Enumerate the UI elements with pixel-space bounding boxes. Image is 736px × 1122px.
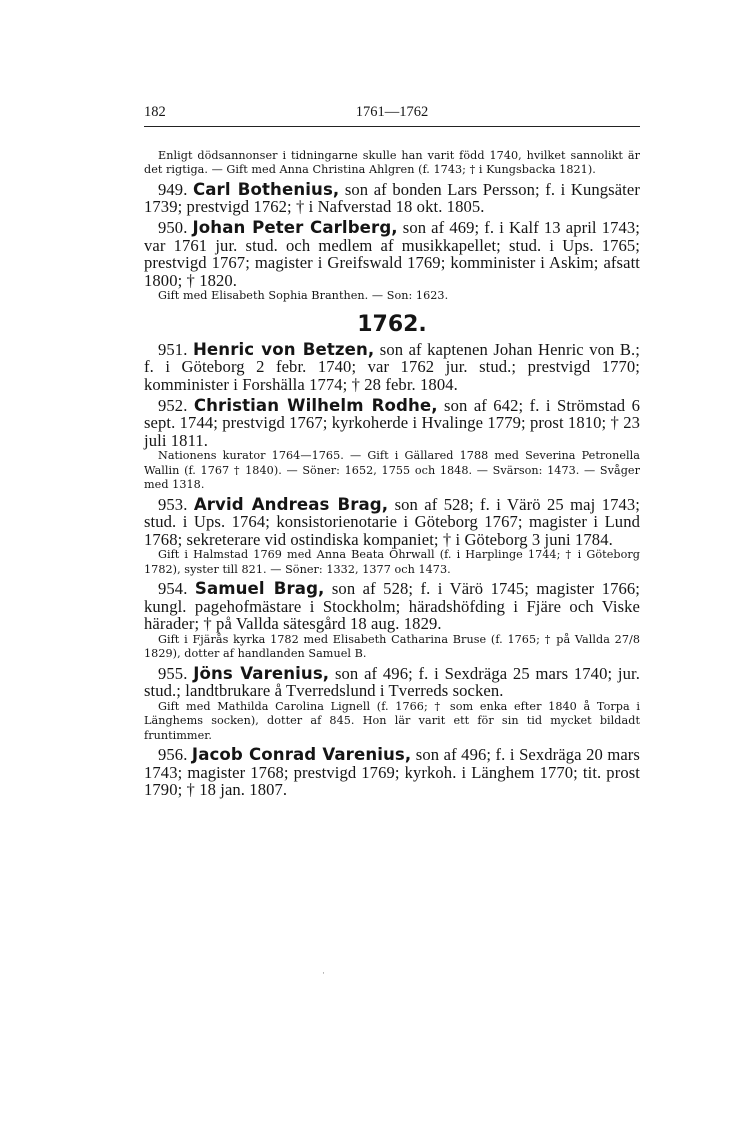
entry-name: Jöns Varenius, [193, 663, 330, 683]
entry-name: Henric von Betzen, [192, 339, 375, 359]
entry-text: son af 642; f. i Strömstad 6 sept. 1744; prestvigd 1767; kyrkoherde i Hvalinge 1779; prost 1810; † 23 juli 1811. [144, 395, 641, 450]
entry-number: 950. [158, 218, 188, 237]
entry-note: Gift i Fjärås kyrka 1782 med Elisabeth Catharina Bruse (f. 1765; † på Vallda 27/8 1829), dotter af handlanden Samuel B. [144, 632, 640, 661]
running-header [144, 104, 640, 127]
entry-952 [144, 397, 640, 450]
entry-name: Johan Peter Carlberg, [192, 218, 398, 237]
entry-text: son af bonden Lars Persson; f. i Kungsäter 1739; prestvigd 1762; † i Nafverstad 18 okt. 1805. [144, 179, 640, 217]
entry-name: Jacob Conrad Varenius, [191, 745, 412, 765]
entry-number: 951. [158, 339, 188, 359]
note-continued: Enligt dödsannonser i tidningarne skulle han varit född 1740, hvilket sannolikt är det rigtiga. — Gift med Anna Christina Ahlgren (f. 1743; † i Kungsbacka 1821). [144, 149, 640, 177]
entry-950 [144, 219, 640, 289]
entry-number: 952. [158, 395, 188, 415]
entry-number: 949. [158, 179, 188, 199]
entry-text: son af kaptenen Johan Henric von B.; f. i Göteborg 2 febr. 1740; var 1762 jur. stud.; prestvigd 1770; komminister i Forshälla 1774; † 28 febr. 1804. [144, 339, 641, 394]
entry-note: Gift med Elisabeth Sophia Branthen. — Son: 1623. [158, 289, 449, 303]
entry-text: son af 469; f. i Kalf 13 april 1743; var 1761 jur. stud. och medlem af musikkapellet; stud. i Ups. 1765; prestvigd 1767; magister i Greifswald 1769; komminister i Askim; afsatt 1800; † 1820. [144, 218, 640, 290]
entry-name: Samuel Brag, [194, 579, 325, 599]
entry-name: Arvid Andreas Brag, [193, 494, 389, 514]
entry-955 [144, 665, 640, 700]
page-number: 182 [144, 104, 166, 120]
entry-text: son af 528; f. i Värö 1745; magister 1766; kungl. pagehofmästare i Stockholm; häradshöfding i Fjäre och Viske härader; † på Vallda sätesgård 18 aug. 1829. [144, 579, 641, 634]
book-page [144, 104, 640, 799]
entry-number: 953. [158, 494, 188, 514]
entry-956 [144, 746, 640, 799]
entry-951 [144, 341, 640, 394]
year-range: 1761—1762 [355, 104, 429, 120]
footer-mark: · [322, 968, 325, 978]
entry-note: Gift i Halmstad 1769 med Anna Beata Öhrwall (f. i Harplinge 1744; † i Göteborg 1782), syster till 821. — Söner: 1332, 1377 och 1473. [144, 548, 640, 576]
entry-number: 954. [158, 579, 188, 599]
entry-953 [144, 496, 640, 549]
year-heading: 1762. [357, 311, 427, 337]
entry-text: son af 528; f. i Värö 25 maj 1743; stud. i Ups. 1764; konsistorienotarie i Göteborg 1767; magister i Lund 1768; sekreterare vid ostindiska kompaniet; † i Göteborg 3 juni 1784. [144, 494, 641, 549]
entry-954 [144, 580, 640, 633]
entry-949 [144, 181, 640, 216]
entry-number: 955. [158, 663, 188, 683]
entry-note: Nationens kurator 1764—1765. — Gift i Gällared 1788 med Severina Petronella Wallin (f. 1767 † 1840). — Söner: 1652, 1755 och 1848. — Svärson: 1473. — Svåger med 1318. [144, 449, 640, 492]
entry-note: Gift med Mathilda Carolina Lignell (f. 1766; † som enka efter 1840 å Torpa i Länghems socken), dotter af 845. Hon lär varit ett för sin tid mycket bildadt fruntimmer. [144, 699, 640, 742]
entry-name: Christian Wilhelm Rodhe, [193, 395, 438, 415]
entry-text: son af 496; f. i Sexdräga 20 mars 1743; magister 1768; prestvigd 1769; kyrkoh. i Länghem 1770; tit. prost 1790; † 18 jan. 1807. [144, 745, 640, 800]
entry-text: son af 496; f. i Sexdräga 25 mars 1740; jur. stud.; landtbrukare å Tverredslund i Tverreds socken. [144, 663, 640, 701]
entry-name: Carl Bothenius, [192, 179, 340, 199]
entry-number: 956. [158, 745, 188, 765]
